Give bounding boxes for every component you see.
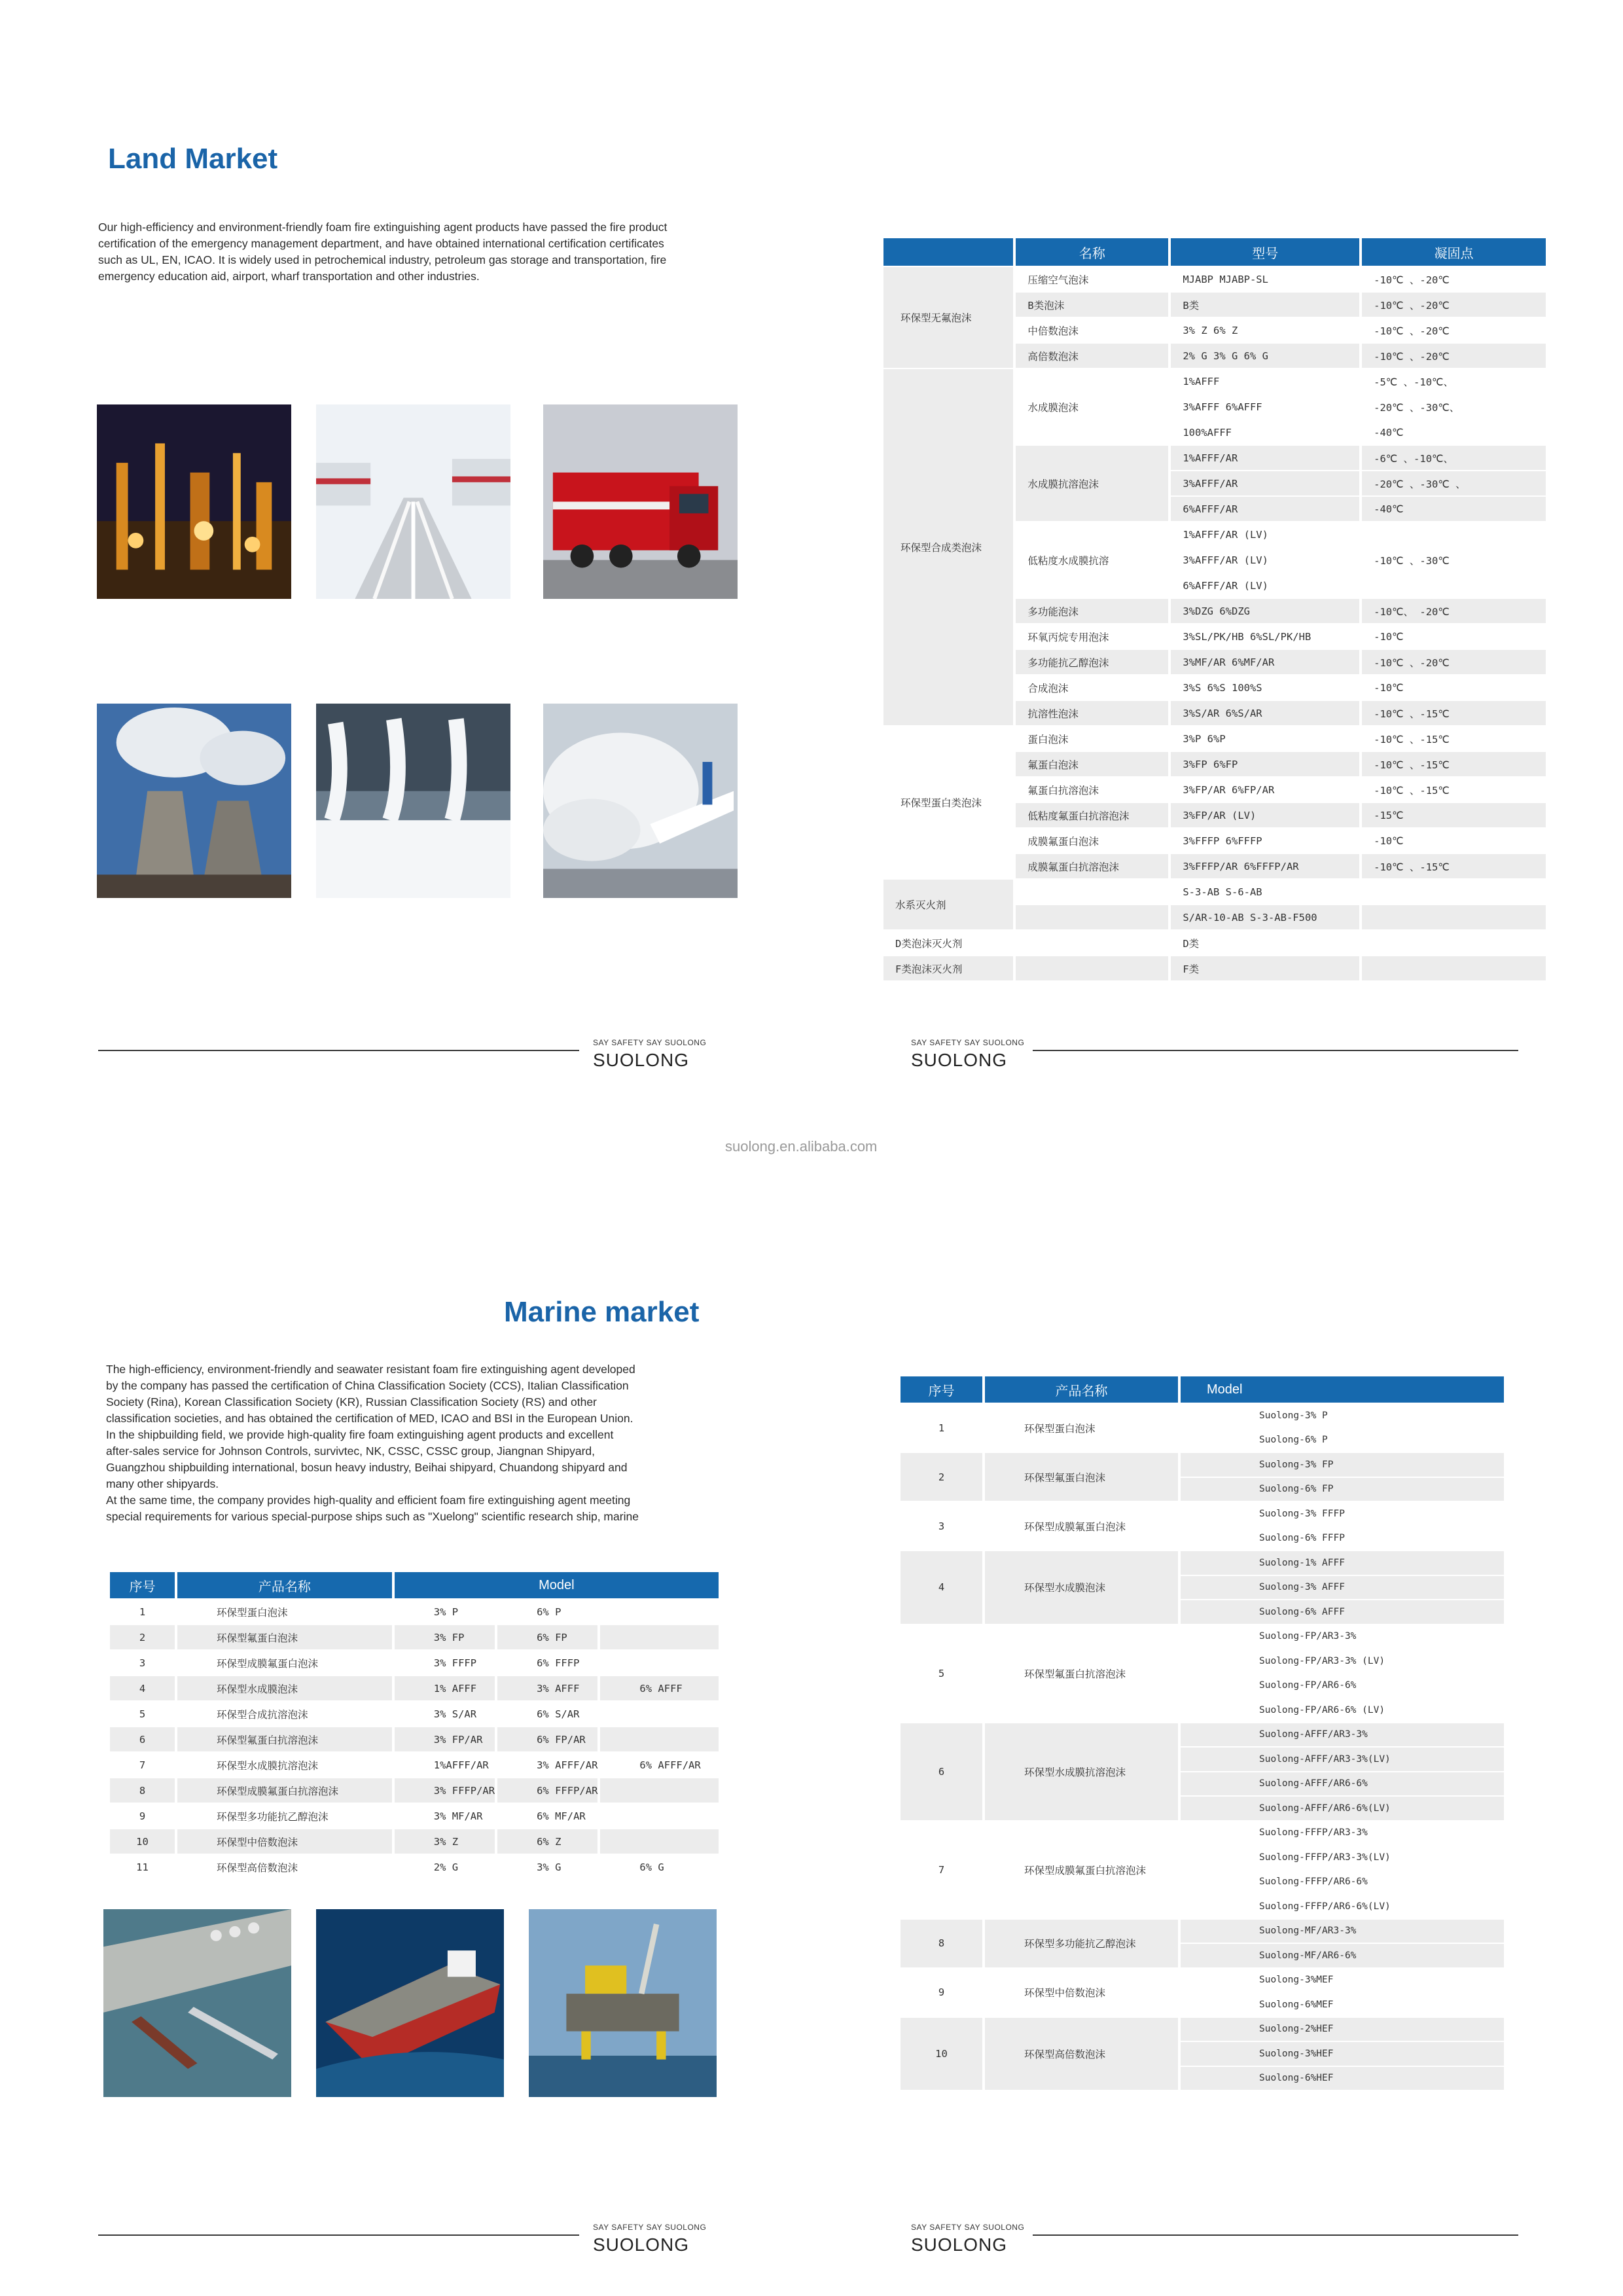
freeze-point: -10℃ 、-15℃ xyxy=(1374,733,1450,745)
product-model: Suolong-FP/AR6-6% xyxy=(1259,1680,1357,1691)
freeze-point: -10℃ 、-15℃ xyxy=(1362,854,1546,878)
product-model: 3% Z 6% Z xyxy=(1183,324,1238,336)
group-label: F类泡沫灭火剂 xyxy=(883,956,1013,980)
fire-truck-photo xyxy=(543,404,738,599)
freeze-point: -10℃ 、-15℃ xyxy=(1362,752,1546,776)
detail-row xyxy=(901,1969,1504,1992)
freeze-point: -10℃ xyxy=(1374,834,1404,847)
product-model: 3%AFFF 6%AFFF xyxy=(1183,401,1262,413)
product-model: 3%MF/AR 6%MF/AR xyxy=(1171,650,1359,674)
product-name: 成膜氟蛋白抗溶泡沫 xyxy=(1016,854,1168,878)
site-url: suolong.en.alibaba.com xyxy=(725,1138,878,1155)
product-name: 环保型氟蛋白泡沫 xyxy=(985,1453,1178,1501)
product-name: 环保型水成膜抗溶泡沫 xyxy=(985,1723,1178,1820)
row-number: 1 xyxy=(938,1422,945,1434)
detail-row xyxy=(901,1723,1504,1747)
row-number: 10 xyxy=(110,1829,175,1854)
product-model: 1%AFFF/AR (LV) xyxy=(1183,528,1268,541)
row-number: 10 xyxy=(901,2018,982,2090)
product-name: 抗溶性泡沫 xyxy=(1016,701,1168,725)
freeze-point: -5℃ 、-10℃、 xyxy=(1374,376,1454,388)
header-model: Model xyxy=(1181,1376,1504,1403)
row-number: 2 xyxy=(110,1625,175,1649)
freeze-point: -10℃ 、-20℃ xyxy=(1362,293,1546,317)
product-name: 成膜氟蛋白泡沫 xyxy=(1027,835,1099,848)
row-number: 8 xyxy=(901,1920,982,1967)
cooling-towers-photo xyxy=(97,704,291,898)
product-model: 3% FFFP/AR xyxy=(395,1778,495,1803)
product-model: 6% FFFP xyxy=(537,1657,580,1669)
product-model: 3% Z xyxy=(395,1829,495,1854)
header-model: 型号 xyxy=(1171,238,1359,266)
detail-row xyxy=(901,1625,1504,1649)
product-name xyxy=(1016,905,1168,929)
product-model: 3%FP/AR (LV) xyxy=(1171,803,1359,827)
product-name: 环保型中倍数泡沫 xyxy=(177,1829,392,1854)
product-name: 环保型成膜氟蛋白泡沫 xyxy=(217,1657,319,1670)
product-model: Suolong-1% AFFF xyxy=(1181,1551,1504,1575)
product-name: 多功能抗乙醇泡沫 xyxy=(1016,650,1168,674)
product-model xyxy=(600,1804,719,1828)
product-model: 6% AFFF/AR xyxy=(639,1759,701,1771)
row-number: 1 xyxy=(139,1605,146,1618)
product-model: Suolong-2%HEF xyxy=(1181,2018,1504,2041)
product-name: 低粘度氟蛋白抗溶泡沫 xyxy=(1016,803,1168,827)
product-name: 环保型氟蛋白抗溶泡沫 xyxy=(177,1727,392,1751)
product-model: Suolong-3% FP xyxy=(1181,1453,1504,1477)
product-model: 6% FP/AR xyxy=(497,1727,597,1751)
product-model: Suolong-3% FFFP xyxy=(1259,1508,1345,1519)
product-model: 2% G xyxy=(433,1861,459,1873)
row-number: 11 xyxy=(136,1861,149,1873)
freeze-point: -10℃ 、-20℃ xyxy=(1362,650,1546,674)
product-model: 3% AFFF/AR xyxy=(537,1759,598,1771)
product-model: 3% S/AR xyxy=(433,1708,477,1720)
product-name: 水成膜抗溶泡沫 xyxy=(1016,446,1168,521)
product-model: 6% MF/AR xyxy=(537,1810,586,1822)
header-group xyxy=(883,238,1013,266)
product-name: 压缩空气泡沫 xyxy=(1027,274,1089,286)
footer-rule-left xyxy=(98,2234,579,2236)
row-number: 4 xyxy=(901,1551,982,1624)
freeze-point xyxy=(1362,956,1546,980)
freeze-point: -40℃ xyxy=(1362,497,1546,521)
product-model: 3%P 6%P xyxy=(1183,732,1226,745)
product-model: Suolong-3%HEF xyxy=(1181,2042,1504,2066)
footer-rule-right xyxy=(1033,1050,1518,1051)
model-row xyxy=(110,1804,719,1828)
product-model xyxy=(600,1702,719,1726)
product-name: B类泡沫 xyxy=(1016,293,1168,317)
product-model: 3%FFFP 6%FFFP xyxy=(1183,834,1262,847)
product-name: 环保型多功能抗乙醇泡沫 xyxy=(985,1920,1178,1967)
model-row xyxy=(110,1702,719,1726)
product-name: 环保型氟蛋白泡沫 xyxy=(177,1625,392,1649)
product-model: Suolong-FFFP/AR6-6%(LV) xyxy=(1259,1901,1391,1912)
footer-brand: SUOLONG xyxy=(593,2234,690,2255)
product-model: B类 xyxy=(1171,293,1359,317)
storage-tanks-photo xyxy=(316,404,510,599)
product-model: Suolong-AFFF/AR6-6% xyxy=(1181,1772,1504,1796)
product-model: Suolong-FP/AR6-6% (LV) xyxy=(1259,1704,1385,1715)
product-model: 6%AFFF/AR (LV) xyxy=(1183,579,1268,592)
product-model: 3% FFFP xyxy=(433,1657,477,1669)
product-model: MJABP MJABP-SL xyxy=(1183,273,1268,285)
product-model: 3%AFFF/AR xyxy=(1171,471,1359,495)
freeze-point: -10℃ xyxy=(1374,681,1404,694)
freeze-point: -10℃ xyxy=(1374,630,1404,643)
model-row xyxy=(110,1855,719,1879)
group-label: 水系灭火剂 xyxy=(883,880,1013,929)
product-model xyxy=(600,1727,719,1751)
product-model: 3%S/AR 6%S/AR xyxy=(1171,701,1359,725)
product-model: 1%AFFF/AR xyxy=(1171,446,1359,470)
product-model: 3%FFFP/AR 6%FFFP/AR xyxy=(1171,854,1359,878)
freeze-point xyxy=(1362,905,1546,929)
product-model: D类 xyxy=(1183,937,1200,950)
product-model xyxy=(600,1651,719,1675)
product-name: 环保型成膜氟蛋白泡沫 xyxy=(1024,1520,1126,1533)
product-model: Suolong-3% P xyxy=(1259,1410,1328,1421)
product-model: Suolong-AFFF/AR3-3% xyxy=(1181,1723,1504,1747)
product-name: 环氧丙烷专用泡沫 xyxy=(1027,631,1109,643)
product-model: 3%S 6%S 100%S xyxy=(1183,681,1262,694)
marine-detail-table xyxy=(898,1375,1507,2091)
product-model: Suolong-FFFP/AR3-3%(LV) xyxy=(1259,1852,1391,1863)
product-name: 环保型高倍数泡沫 xyxy=(985,2018,1178,2090)
product-model: 6% AFFF xyxy=(600,1676,719,1700)
row-number: 3 xyxy=(938,1520,945,1532)
product-model: F类 xyxy=(1171,956,1359,980)
product-model: 1%AFFF xyxy=(1183,375,1220,387)
product-model xyxy=(600,1829,719,1854)
product-name: 环保型氟蛋白抗溶泡沫 xyxy=(1024,1668,1126,1680)
foam-discharge-photo xyxy=(316,704,510,898)
product-model: 6% G xyxy=(639,1861,664,1873)
product-model: 3%SL/PK/HB 6%SL/PK/HB xyxy=(1183,630,1311,643)
land-intro: Our high-efficiency and environment-friendly foam fire extinguishing agent products have passed the fire product certification of the emergency management department, and have obtained international certification certificates such as UL, EN, ICAO. It is widely used in petrochemical industry, petroleum gas storage and transportation, fire emergency education aid, airport, wharf transportation and other industries. xyxy=(98,221,668,283)
product-name: 环保型水成膜泡沫 xyxy=(177,1676,392,1700)
freeze-point: -10℃ 、-30℃ xyxy=(1374,554,1450,567)
group-label: 环保型无氟泡沫 xyxy=(883,267,1013,368)
product-model xyxy=(600,1778,719,1803)
row-number: 9 xyxy=(139,1810,146,1822)
product-name: 环保型成膜氟蛋白抗溶泡沫 xyxy=(177,1778,392,1803)
header-product: 产品名称 xyxy=(177,1572,392,1598)
header-no: 序号 xyxy=(110,1572,175,1598)
product-name: 中倍数泡沫 xyxy=(1027,325,1079,337)
product-model: 3%FP/AR 6%FP/AR xyxy=(1183,783,1275,796)
footer-rule-right xyxy=(1033,2234,1518,2236)
product-model: Suolong-3%MEF xyxy=(1259,1975,1334,1986)
product-name: 氟蛋白抗溶泡沫 xyxy=(1027,784,1099,797)
freeze-point: -10℃ 、-20℃ xyxy=(1374,325,1450,337)
product-name xyxy=(1016,880,1168,904)
freeze-point xyxy=(1362,931,1546,955)
model-row xyxy=(110,1727,719,1751)
product-name xyxy=(1016,956,1168,980)
product-model: Suolong-FFFP/AR3-3% xyxy=(1259,1827,1368,1839)
freeze-point xyxy=(1362,880,1546,904)
product-name: 氟蛋白泡沫 xyxy=(1016,752,1168,776)
model-row xyxy=(110,1600,719,1624)
freeze-point: -6℃ 、-10℃、 xyxy=(1362,446,1546,470)
footer-rule-left xyxy=(98,1050,579,1051)
product-name: 环保型中倍数泡沫 xyxy=(1024,1987,1106,1999)
product-model: 3% MF/AR xyxy=(433,1810,483,1822)
model-row xyxy=(110,1753,719,1777)
product-model: 2% G 3% G 6% G xyxy=(1171,344,1359,368)
model-row xyxy=(110,1676,719,1700)
product-model: 6% FP xyxy=(497,1625,597,1649)
detail-row xyxy=(901,1920,1504,1943)
product-model: 3% FP xyxy=(395,1625,495,1649)
footer-tagline: SAY SAFETY SAY SUOLONG xyxy=(593,2223,707,2232)
freeze-point: -10℃ 、-15℃ xyxy=(1362,701,1546,725)
product-model: 6% P xyxy=(537,1605,562,1618)
product-model: 1%AFFF/AR xyxy=(433,1759,489,1771)
header-product: 产品名称 xyxy=(985,1376,1178,1403)
aircraft-foam-photo xyxy=(543,704,738,898)
product-model: Suolong-6%HEF xyxy=(1181,2067,1504,2090)
group-label: 环保型蛋白类泡沫 xyxy=(901,797,982,809)
group-label: D类泡沫灭火剂 xyxy=(895,937,963,950)
product-name: 环保型水成膜泡沫 xyxy=(985,1551,1178,1624)
marine-model-table xyxy=(107,1571,721,1880)
header-name: 名称 xyxy=(1016,238,1168,266)
product-model: 6% Z xyxy=(497,1829,597,1854)
footer-tagline: SAY SAFETY SAY SUOLONG xyxy=(911,2223,1025,2232)
product-name xyxy=(1016,931,1168,955)
row-number: 4 xyxy=(110,1676,175,1700)
product-name: 环保型蛋白泡沫 xyxy=(217,1606,288,1619)
header-no: 序号 xyxy=(901,1376,982,1403)
product-model: Suolong-6%MEF xyxy=(1259,1999,1334,2010)
row-number: 3 xyxy=(139,1657,146,1669)
product-model: 3%DZG 6%DZG xyxy=(1171,599,1359,623)
group-label: 环保型合成类泡沫 xyxy=(883,369,1013,725)
land-title: Land Market xyxy=(108,143,278,175)
refinery-photo xyxy=(97,404,291,599)
freeze-point: -10℃、 -20℃ xyxy=(1362,599,1546,623)
product-model: Suolong-6% AFFF xyxy=(1181,1600,1504,1624)
freeze-point: -15℃ xyxy=(1362,803,1546,827)
product-name: 合成泡沫 xyxy=(1027,682,1069,694)
product-model: Suolong-6% FFFP xyxy=(1259,1533,1345,1544)
detail-row xyxy=(901,2018,1504,2041)
freeze-point: -10℃ 、-20℃ xyxy=(1374,274,1450,286)
detail-row xyxy=(901,1502,1504,1526)
row-number: 6 xyxy=(110,1727,175,1751)
product-model: 3% FP/AR xyxy=(395,1727,495,1751)
product-model: 3%AFFF/AR (LV) xyxy=(1183,554,1268,566)
product-model: Suolong-FP/AR3-3% (LV) xyxy=(1259,1655,1385,1666)
tanker-photo xyxy=(316,1909,504,2097)
row-number: 7 xyxy=(938,1863,945,1876)
detail-row xyxy=(901,1453,1504,1477)
product-model: 3% G xyxy=(537,1861,562,1873)
product-name: 低粘度水成膜抗溶 xyxy=(1027,554,1109,567)
detail-row xyxy=(901,1551,1504,1575)
offshore-platform-photo xyxy=(529,1909,717,2097)
product-model: 6%AFFF/AR xyxy=(1171,497,1359,521)
product-name: 多功能泡沫 xyxy=(1016,599,1168,623)
header-freeze: 凝固点 xyxy=(1362,238,1546,266)
product-model xyxy=(600,1600,719,1624)
product-model: 3% AFFF xyxy=(497,1676,597,1700)
marine-title: Marine market xyxy=(504,1296,700,1328)
row-number: 9 xyxy=(938,1986,945,1998)
freeze-point: -40℃ xyxy=(1374,426,1404,439)
product-name: 蛋白泡沫 xyxy=(1027,733,1069,745)
port-photo xyxy=(103,1909,291,2097)
model-row xyxy=(110,1651,719,1675)
product-model: 6% S/AR xyxy=(537,1708,580,1720)
freeze-point: -10℃ 、-20℃ xyxy=(1362,344,1546,368)
product-model: S/AR-10-AB S-3-AB-F500 xyxy=(1171,905,1359,929)
freeze-point: -10℃ 、-15℃ xyxy=(1374,784,1450,797)
product-model: Suolong-MF/AR6-6% xyxy=(1181,1944,1504,1967)
product-model: 3%FP 6%FP xyxy=(1171,752,1359,776)
product-model: Suolong-6% FP xyxy=(1181,1478,1504,1501)
row-number: 5 xyxy=(938,1667,945,1679)
footer-tagline: SAY SAFETY SAY SUOLONG xyxy=(911,1038,1025,1047)
product-name: 水成膜泡沫 xyxy=(1027,401,1079,414)
row-number: 7 xyxy=(139,1759,146,1771)
detail-row xyxy=(901,1821,1504,1845)
row-number: 5 xyxy=(139,1708,146,1720)
detail-row xyxy=(901,1404,1504,1427)
row-number: 2 xyxy=(901,1453,982,1501)
footer-brand: SUOLONG xyxy=(593,1050,690,1070)
product-model: S-3-AB S-6-AB xyxy=(1171,880,1359,904)
product-name: 高倍数泡沫 xyxy=(1016,344,1168,368)
model-row xyxy=(110,1625,719,1649)
product-model: 100%AFFF xyxy=(1183,426,1232,439)
product-model xyxy=(600,1625,719,1649)
product-model: 6% FFFP/AR xyxy=(497,1778,597,1803)
footer-brand: SUOLONG xyxy=(911,1050,1008,1070)
product-model: 3% P xyxy=(433,1605,459,1618)
product-name: 环保型成膜氟蛋白抗溶泡沫 xyxy=(1024,1864,1147,1876)
freeze-point: -20℃ 、-30℃ 、 xyxy=(1362,471,1546,495)
product-model: Suolong-FFFP/AR6-6% xyxy=(1259,1876,1368,1888)
header-model: Model xyxy=(395,1572,719,1598)
product-model: Suolong-MF/AR3-3% xyxy=(1181,1920,1504,1943)
product-name: 环保型多功能抗乙醇泡沫 xyxy=(217,1810,329,1823)
freeze-point: -20℃ 、-30℃、 xyxy=(1374,401,1460,414)
model-row xyxy=(110,1778,719,1803)
product-model: Suolong-FP/AR3-3% xyxy=(1259,1631,1357,1642)
product-name: 环保型水成膜抗溶泡沫 xyxy=(217,1759,319,1772)
product-model: Suolong-6% P xyxy=(1259,1435,1328,1446)
marine-intro: The high-efficiency, environment-friendly and seawater resistant foam fire extinguishing agent developed by the company has passed the certification of China Classification Society (CCS), Italian Classification Society (Rina), Korean Classification Society (KR), Russian Classification Society (RS) and other classification societies, and has obtained the certification of MED, ICAO and BSI in the European Union. In the shipbuilding field, we provide high-quality fire foam extinguishing agent products and excellent after-sales service for Johnson Controls, survivtec, NK, CSSC, CSSC group, Jiangnan Shipyard, Guangzhou shipbuilding international, bosun heavy industry, Beihai shipyard, Chuandong shipyard and many other shipyards. At the same time, the company provides high-quality and efficient foam fire extinguishing agent meeting special requirements for various special-purpose ships such as "Xuelong" scientific research ship, marine xyxy=(106,1363,639,1523)
footer-tagline: SAY SAFETY SAY SUOLONG xyxy=(593,1038,707,1047)
model-row xyxy=(110,1829,719,1854)
product-model: Suolong-AFFF/AR3-3%(LV) xyxy=(1181,1748,1504,1771)
footer-brand: SUOLONG xyxy=(911,2234,1008,2255)
land-product-table xyxy=(881,237,1548,982)
product-name: 环保型高倍数泡沫 xyxy=(217,1861,298,1874)
row-number: 8 xyxy=(110,1778,175,1803)
row-number: 6 xyxy=(901,1723,982,1820)
product-name: 环保型蛋白泡沫 xyxy=(1024,1422,1096,1435)
product-name: 环保型合成抗溶泡沫 xyxy=(217,1708,308,1721)
product-model: Suolong-3% AFFF xyxy=(1181,1576,1504,1600)
product-model: 1% AFFF xyxy=(395,1676,495,1700)
product-model: Suolong-AFFF/AR6-6%(LV) xyxy=(1181,1797,1504,1820)
